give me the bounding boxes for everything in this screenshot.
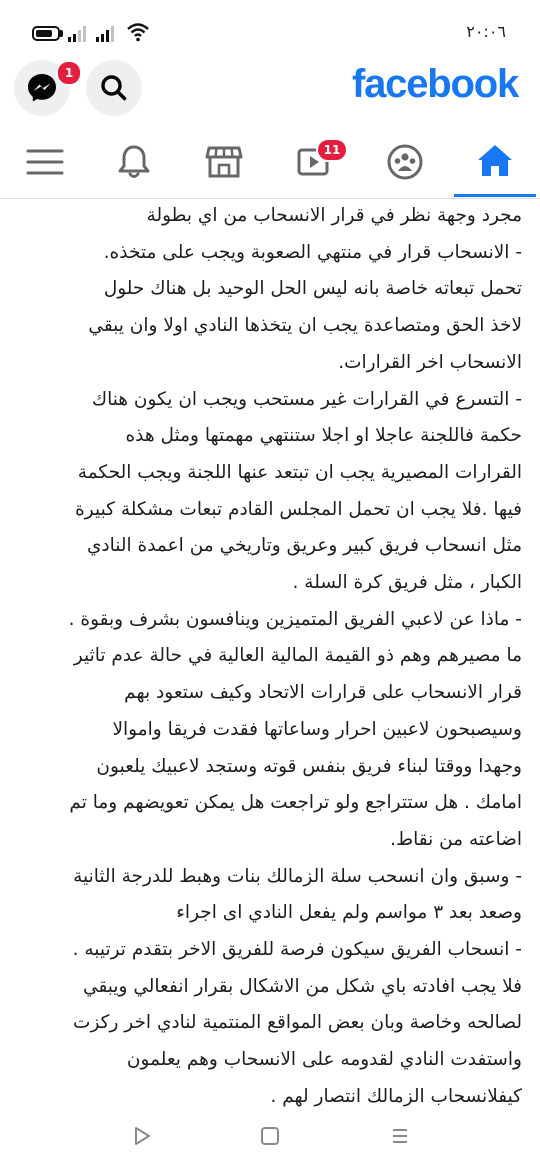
post-line: - انسحاب الفريق سيكون فرصة للفريق الاخر بتقدم ترتيبه . xyxy=(72,939,522,961)
tab-notifications[interactable] xyxy=(101,132,167,188)
status-bar xyxy=(0,0,540,52)
post-line: كيفلانسحاب الزمالك انتصار لهم . xyxy=(270,1085,522,1107)
post-line: - ماذا عن لاعبي الفريق المتميزين وينافسون بشرف وبقوة . xyxy=(68,608,522,630)
tab-menu[interactable] xyxy=(12,132,78,188)
signal-icon xyxy=(96,24,114,42)
post-line: حكمة فاللجنة عاجلا او اجلا ستنتهي مهمتها ومثل هذه xyxy=(125,425,522,447)
post-line: ما مصيرهم وهم ذو القيمة المالية العالية في حالة عدم تاثير xyxy=(73,645,522,667)
active-tab-indicator xyxy=(454,194,536,197)
search-button[interactable] xyxy=(86,60,142,116)
facebook-logo[interactable]: facebook xyxy=(351,62,518,106)
messenger-badge: 1 xyxy=(56,60,82,86)
post-line: الكبار ، مثل فريق كرة السلة . xyxy=(292,572,522,594)
clock: ٢٠:٠٦ xyxy=(466,22,506,41)
menu-icon xyxy=(25,142,65,182)
signal-icon xyxy=(68,24,86,42)
post-body xyxy=(14,198,522,1107)
post-line: اضاعته من نقاط. xyxy=(390,828,522,850)
post-line: فلا يجب افادته باي شكل من الاشكال بقرار انفعالي ويبقي xyxy=(83,975,522,997)
marketplace-icon xyxy=(204,142,244,182)
post-line: الانسحاب اخر القرارات. xyxy=(338,351,522,373)
top-bar xyxy=(0,58,540,120)
post-line: تحمل تبعاته خاصة بانه ليس الحل الوحيد بل هناك حلول xyxy=(103,278,522,300)
bell-icon xyxy=(114,142,154,182)
groups-icon xyxy=(385,142,425,182)
messenger-button[interactable] xyxy=(14,60,74,116)
post-line: وجهدا ووقتا لبناء فريق بنفس قوته وستجد لاعبيك يلعبون xyxy=(96,755,522,777)
post-line: وصعد بعد ٣ مواسم ولم يفعل النادي اى اجراء xyxy=(176,902,522,924)
wifi-icon xyxy=(126,22,150,42)
tab-home[interactable] xyxy=(462,132,528,188)
post-line: فيها .فلا يجب ان تحمل المجلس القادم تبعات مشكلة كبيرة xyxy=(75,498,522,520)
post-line: - الانسحاب قرار في منتهي الصعوبة ويجب على متخذه. xyxy=(103,241,522,263)
nav-tabs xyxy=(0,128,540,199)
post-line: - التسرع في القرارات غير مستحب ويجب ان يكون هناك xyxy=(91,388,522,410)
tab-marketplace[interactable] xyxy=(191,132,257,188)
back-triangle-icon[interactable] xyxy=(132,1126,152,1146)
post-line: مجرد وجهة نظر في قرار الانسحاب من اي بطولة xyxy=(146,205,522,226)
post-line: قرار الانسحاب على قرارات الاتحاد وكيف ستعود بهم xyxy=(124,682,522,704)
home-square-icon[interactable] xyxy=(260,1126,280,1146)
tab-groups[interactable] xyxy=(372,132,438,188)
post-line: لصالحه وخاصة وبان بعض المواقع المنتمية لنادي اخر ركزت xyxy=(73,1012,522,1034)
recents-lines-icon[interactable] xyxy=(390,1126,410,1146)
post-line: - وسبق وان انسحب سلة الزمالك بنات وهبط للدرجة الثانية xyxy=(73,865,522,887)
tab-watch[interactable] xyxy=(282,132,348,188)
battery-icon xyxy=(32,26,60,41)
post-line: واستفدت النادي لقدومه على الانسحاب وهم يعلمون xyxy=(126,1049,522,1071)
watch-badge: 11 xyxy=(316,138,348,162)
post-line: وسيصبحون لاعبين احرار وساعاتها فقدت فريقا واموالا xyxy=(112,718,522,740)
post-line: امامك . هل ستتراجع ولو تراجعت هل يمكن تعويضهم وما تم xyxy=(69,792,522,814)
battery-tip xyxy=(60,30,63,37)
search-icon xyxy=(86,60,142,116)
post-line: لاخذ الحق ومتصاعدة يجب ان يتخذها النادي اولا وان يبقي xyxy=(88,315,522,337)
system-nav-bar xyxy=(0,1100,540,1170)
home-icon xyxy=(475,142,515,180)
post-line: القرارات المصيرية يجب ان تبتعد عنها اللجنة ويجب الحكمة xyxy=(77,461,522,483)
post-line: مثل انسحاب فريق كبير وعريق وتاريخي من اعمدة النادي xyxy=(86,535,522,557)
